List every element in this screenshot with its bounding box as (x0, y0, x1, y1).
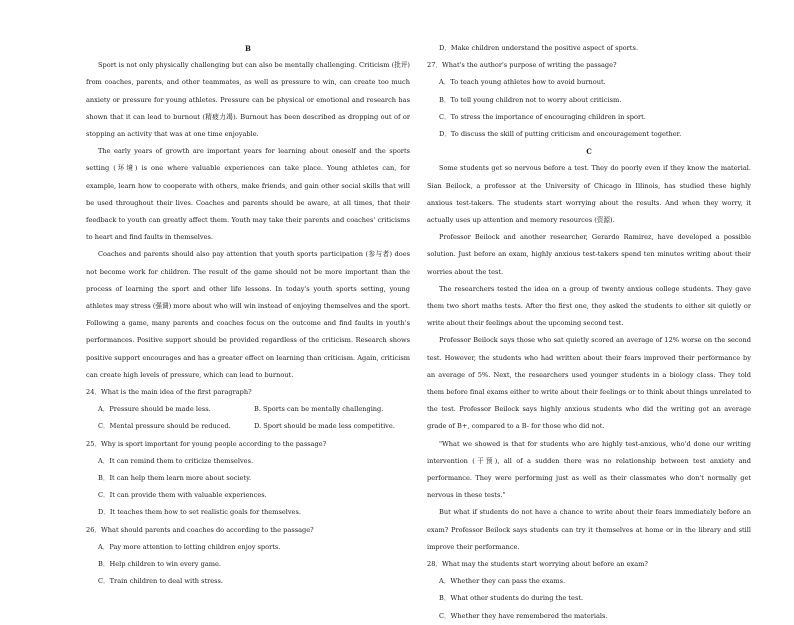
question-25-option-a: A．It can remind them to criticize themselves. (98, 456, 254, 465)
passage-b-paragraph-3: Coaches and parents should also pay attention that youth sports participation (参与者) does not become work for children. The result of the game should not be more important than the process of learning the sport and other life lessons. In today's youth sports setting, young athletes may stress (强调) more about who will win instead of enjoying themselves and the sport. Following a game, many parents and coaches focus on the outcome and find faults in youth's performances. Positive support should be provided regardless of the criticism. Research shows positive support encourages and has a greater effect on learning than criticism. Again, criticism can create high levels of pressure, which can lead to burnout. (86, 250, 410, 379)
passage-c-paragraph-4: Professor Beilock says those who sat quietly scored an average of 12% worse on the second test. However, the students who had written about their fears improved their performance by an average of 5%. Next, the researchers used younger students in a biology class. They told them before final exams either to write about their feelings or to think about things unrelated to the test. Professor Beilock says highly anxious students who did the writing got an average grade of B+, compared to a B- for those who did not. (427, 336, 751, 431)
question-25-option-b: B．It can help them learn more about society. (98, 474, 252, 483)
question-27-option-b: B．To tell young children not to worry about criticism. (439, 95, 622, 104)
question-24-option-a: A．Pressure should be made less. (98, 405, 211, 414)
passage-b-paragraph-1: Sport is not only physically challenging but can also be mentally challenging. Criticism (批评) from coaches, parents, and other teammates, as well as pressure to win, can create too much anxiety or pressure for young athletes. Pressure can be physical or emotional and research has shown that it can lead to burnout (精疲力竭). Burnout has been described as dropping out of or stopping an activity that was at one time enjoyable. (86, 61, 410, 138)
passage-c-paragraph-2: Professor Beilock and another researcher, Gerardo Ramirez, have developed a possible solution. Just before an exam, highly anxious test-takers spend ten minutes writing about their worries about the test. (427, 233, 751, 276)
passage-c-paragraph-5: "What we showed is that for students who are highly test-anxious, who'd done our writing intervention (干预), all of a sudden there was no relationship between test anxiety and performance. They were performing just as well as their classmates who don't normally get nervous in these tests." (427, 439, 751, 500)
question-26-option-c: C．Train children to deal with stress. (98, 577, 224, 586)
section-heading-b: B (245, 44, 251, 53)
question-25: 25．Why is sport important for young people according to the passage? (86, 439, 327, 448)
question-27-option-a: A．To teach young athletes how to avoid burnout. (439, 78, 606, 87)
passage-c-paragraph-3: The researchers tested the idea on a group of twenty anxious college students. They gave them two short maths tests. After the first one, they asked the students to either sit quietly or write about their feelings about the upcoming second test. (427, 284, 751, 328)
question-27: 27．What's the author's purpose of writing the passage? (427, 61, 617, 70)
question-26: 26．What should parents and coaches do according to the passage? (86, 525, 314, 534)
question-24-options-row-2 (86, 418, 410, 435)
question-25-option-c: C．It can provide them with valuable experiences. (98, 491, 267, 500)
question-28: 28．What may the students start worrying about before an exam? (427, 560, 648, 569)
question-25-option-d: D．It teaches them how to set realistic goals for themselves. (98, 508, 301, 517)
passage-b-paragraph-2: The early years of growth are important years for learning about oneself and the sports setting (环境) is one where valuable experiences can take place. Young athletes can, for example, learn how to cooperate with others, make friends, and gain other social skills that will be used throughout their lives. Coaches and parents should be aware, at all times, that their feedback to youth can greatly affect them. Youth may take their parents and coaches' criticisms to heart and find faults in themselves. (86, 147, 410, 242)
question-26-option-a: A．Pay more attention to letting children enjoy sports. (98, 542, 281, 551)
question-24: 24．What is the main idea of the first paragraph? (86, 388, 252, 397)
question-28-option-a: A．Whether they can pass the exams. (439, 577, 566, 586)
question-28-option-c: C．Whether they have remembered the materials. (439, 611, 608, 620)
question-27-option-d: D．To discuss the skill of putting criticism and encouragement together. (439, 130, 682, 139)
question-24-options-row-1 (86, 401, 410, 418)
question-27-option-c: C．To stress the importance of encouraging children in sport. (439, 112, 646, 121)
question-26-option-b: B．Help children to win every game. (98, 560, 222, 569)
right-column (427, 40, 751, 625)
question-24-option-c: C．Mental pressure should be reduced. (98, 422, 231, 431)
passage-c-paragraph-1: Some students get so nervous before a test. They do poorly even if they know the material. Sian Beilock, a professor at the University of Chicago in Illinois, has studied these highly anxious test-takers. The students start worrying about the results. And when they worry, it actually uses up attention and memory resources (资源). (427, 164, 751, 225)
passage-c-paragraph-6: But what if students do not have a chance to write about their fears immediately before an exam? Professor Beilock says students can try it themselves at home or in the library and still improve their performance. (427, 508, 751, 551)
question-26-option-d: D．Make children understand the positive aspect of sports. (439, 44, 638, 52)
left-column (86, 40, 410, 590)
section-heading-c: C (586, 147, 592, 157)
question-28-option-b: B．What other students do during the test. (439, 594, 584, 603)
question-24-option-b: B. Sports can be mentally challenging. (254, 405, 384, 414)
question-24-option-d: D. Sport should be made less competitive. (254, 422, 395, 431)
